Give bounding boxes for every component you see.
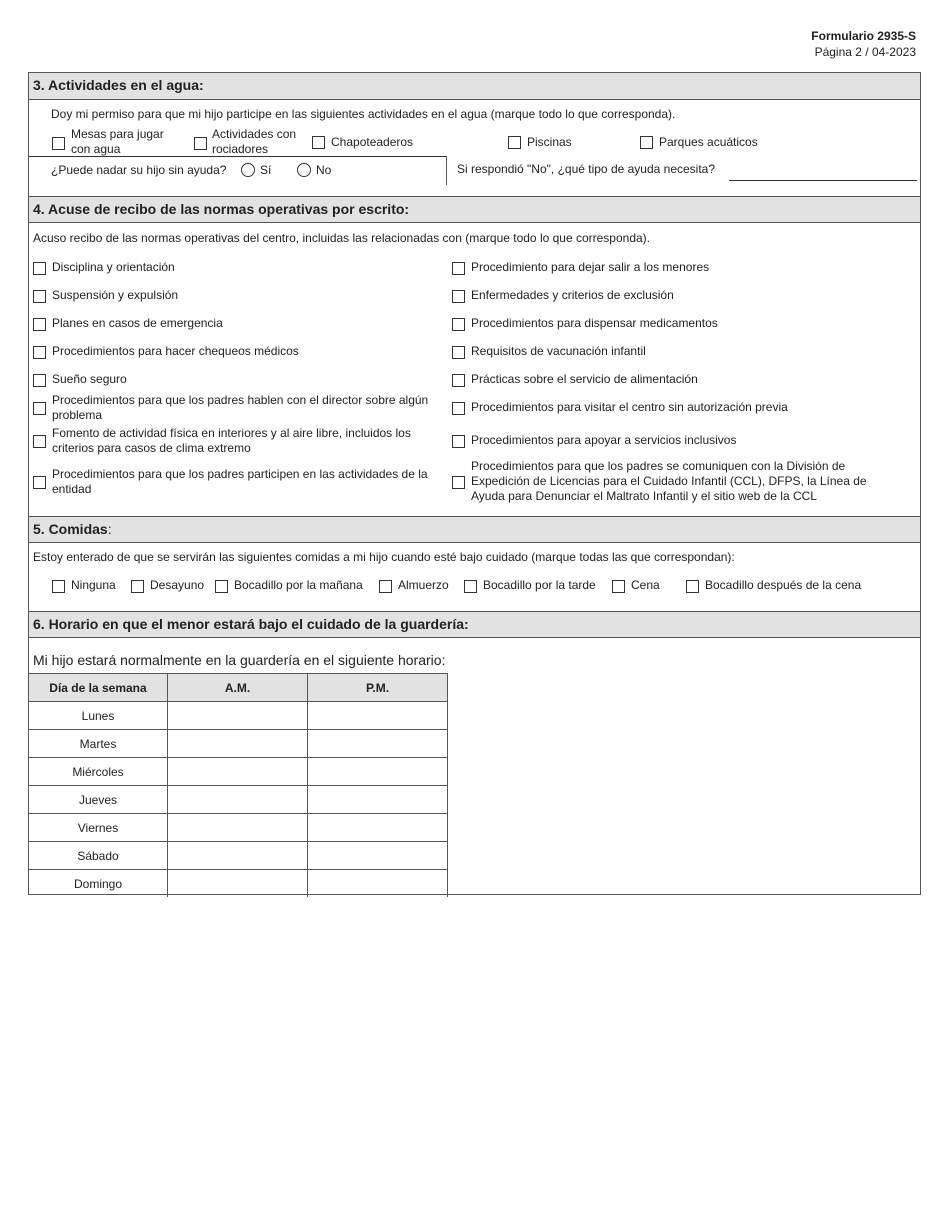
policy-label: Prácticas sobre el servicio de alimentación [471, 372, 698, 386]
form-id: Formulario 2935-S [811, 29, 916, 43]
meals-intro: Estoy enterado de que se servirán las siguientes comidas a mi hijo cuando esté bajo cuidado (marque todas las que correspondan): [33, 550, 735, 564]
policy-checkbox[interactable] [452, 374, 465, 387]
section-water-heading: 3. Actividades en el agua: [29, 73, 920, 100]
water-option-label: Piscinas [527, 135, 572, 149]
swim-no-label: No [316, 163, 332, 177]
policy-checkbox[interactable] [452, 476, 465, 489]
form-body [28, 72, 921, 895]
pm-cell[interactable] [308, 814, 448, 842]
table-row [29, 758, 448, 786]
table-header-row [29, 674, 448, 702]
policy-checkbox[interactable] [33, 374, 46, 387]
policy-label: Procedimientos para que los padres se comuniquen con la División de Expedición de Licencias para el Cuidado Infantil (CCL), DFPS, la Línea de Ayuda para Denunciar el Maltrato Infantil y el sitio web de la CCL [471, 459, 867, 503]
policy-checkbox[interactable] [452, 346, 465, 359]
day-cell: Domingo [29, 870, 168, 898]
policy-checkbox[interactable] [452, 435, 465, 448]
am-cell[interactable] [168, 870, 308, 898]
swim-yes-radio[interactable] [241, 163, 255, 177]
pm-cell[interactable] [308, 702, 448, 730]
water-option-checkbox[interactable] [640, 136, 653, 149]
policy-label: Procedimientos para apoyar a servicios inclusivos [471, 433, 737, 447]
page-number: Página 2 / 04-2023 [814, 45, 916, 59]
day-cell: Viernes [29, 814, 168, 842]
water-option-checkbox[interactable] [194, 137, 207, 150]
meal-label: Desayuno [150, 578, 205, 592]
policy-label: Procedimientos para hacer chequeos médicos [52, 344, 299, 358]
policy-checkbox[interactable] [33, 402, 46, 415]
policy-label: Procedimientos para dispensar medicamentos [471, 316, 718, 330]
schedule-intro: Mi hijo estará normalmente en la guardería en el siguiente horario: [33, 652, 446, 668]
swim-no-radio[interactable] [297, 163, 311, 177]
day-cell: Lunes [29, 702, 168, 730]
policies-intro: Acuso recibo de las normas operativas del centro, incluidas las relacionadas con (marque todo lo que corresponda). [33, 231, 651, 245]
policy-checkbox[interactable] [33, 435, 46, 448]
policy-checkbox[interactable] [452, 402, 465, 415]
water-option-label: Mesas para jugar con agua [71, 127, 164, 156]
policy-label: Suspensión y expulsión [52, 288, 179, 302]
policy-label: Procedimiento para dejar salir a los menores [471, 260, 710, 274]
policy-checkbox[interactable] [33, 262, 46, 275]
policy-checkbox[interactable] [33, 318, 46, 331]
schedule-table [29, 673, 448, 897]
policy-label: Planes en casos de emergencia [52, 316, 223, 330]
water-option-checkbox[interactable] [312, 136, 325, 149]
am-cell[interactable] [168, 702, 308, 730]
meal-checkbox[interactable] [612, 580, 625, 593]
table-row [29, 842, 448, 870]
policy-checkbox[interactable] [452, 318, 465, 331]
pm-cell[interactable] [308, 758, 448, 786]
policy-label: Requisitos de vacunación infantil [471, 344, 646, 358]
day-cell: Jueves [29, 786, 168, 814]
meal-label: Almuerzo [398, 578, 449, 592]
help-question: Si respondió "No", ¿qué tipo de ayuda necesita? [457, 162, 716, 176]
water-option-checkbox[interactable] [52, 137, 65, 150]
water-option-checkbox[interactable] [508, 136, 521, 149]
day-cell: Sábado [29, 842, 168, 870]
table-row [29, 814, 448, 842]
am-cell[interactable] [168, 814, 308, 842]
water-option-label: Actividades con rociadores [212, 127, 297, 156]
pm-cell[interactable] [308, 786, 448, 814]
help-answer-line[interactable] [729, 180, 917, 181]
section-schedule-heading: 6. Horario en que el menor estará bajo el cuidado de la guardería: [29, 611, 920, 638]
meal-label: Bocadillo después de la cena [705, 578, 862, 592]
meal-checkbox[interactable] [215, 580, 228, 593]
table-row [29, 730, 448, 758]
day-cell: Martes [29, 730, 168, 758]
column-header: Día de la semana [29, 674, 168, 702]
section-meals-heading: 5. Comidas: [29, 516, 920, 543]
column-header: P.M. [308, 674, 448, 702]
policy-label: Procedimientos para visitar el centro sin autorización previa [471, 400, 788, 414]
meal-checkbox[interactable] [686, 580, 699, 593]
column-header: A.M. [168, 674, 308, 702]
policy-checkbox[interactable] [33, 290, 46, 303]
form-header [811, 28, 916, 60]
am-cell[interactable] [168, 730, 308, 758]
water-intro: Doy mi permiso para que mi hijo participe en las siguientes actividades en el agua (marque todo lo que corresponda). [51, 107, 676, 121]
water-option-label: Chapoteaderos [331, 135, 414, 149]
policy-label: Enfermedades y criterios de exclusión [471, 288, 674, 302]
policy-label: Fomento de actividad física en interiores y al aire libre, incluidos los criterios para casos de clima extremo [52, 426, 411, 455]
swim-question: ¿Puede nadar su hijo sin ayuda? [51, 163, 227, 177]
policy-checkbox[interactable] [33, 476, 46, 489]
swim-box-right [446, 156, 447, 185]
day-cell: Miércoles [29, 758, 168, 786]
policy-checkbox[interactable] [33, 346, 46, 359]
meal-checkbox[interactable] [379, 580, 392, 593]
pm-cell[interactable] [308, 842, 448, 870]
water-option-label: Parques acuáticos [659, 135, 758, 149]
table-row [29, 702, 448, 730]
pm-cell[interactable] [308, 870, 448, 898]
section-policies-heading: 4. Acuse de recibo de las normas operativas por escrito: [29, 196, 920, 223]
am-cell[interactable] [168, 758, 308, 786]
meal-label: Bocadillo por la tarde [483, 578, 596, 592]
policy-checkbox[interactable] [452, 262, 465, 275]
policy-checkbox[interactable] [452, 290, 465, 303]
policy-label: Procedimientos para que los padres hablen con el director sobre algún problema [52, 393, 429, 422]
swim-box-top [29, 156, 447, 157]
pm-cell[interactable] [308, 730, 448, 758]
am-cell[interactable] [168, 842, 308, 870]
table-row [29, 786, 448, 814]
meal-checkbox[interactable] [131, 580, 144, 593]
meal-label: Bocadillo por la mañana [234, 578, 363, 592]
am-cell[interactable] [168, 786, 308, 814]
meal-label: Ninguna [71, 578, 116, 592]
meal-checkbox[interactable] [52, 580, 65, 593]
policy-label: Sueño seguro [52, 372, 127, 386]
meal-checkbox[interactable] [464, 580, 477, 593]
policy-label: Disciplina y orientación [52, 260, 175, 274]
meal-label: Cena [631, 578, 660, 592]
table-row [29, 870, 448, 898]
swim-yes-label: Sí [260, 163, 272, 177]
policy-label: Procedimientos para que los padres participen en las actividades de la entidad [52, 467, 428, 496]
